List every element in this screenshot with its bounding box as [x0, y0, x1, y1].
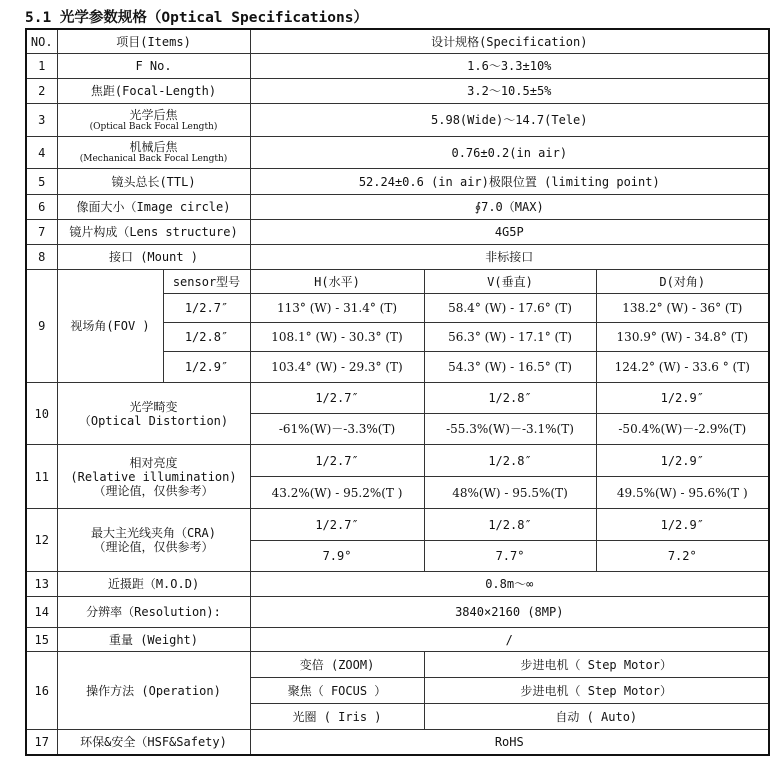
row-item: 近摄距（M.O.D)	[57, 572, 250, 597]
row-item-main: 光学畸变	[129, 399, 178, 414]
row-item: 重量 (Weight)	[57, 628, 250, 652]
row-no: 11	[26, 445, 57, 509]
row-item: F No.	[57, 54, 250, 79]
operation-key: 聚焦（ FOCUS ）	[250, 678, 424, 704]
fov-sensor: 1/2.8″	[163, 323, 250, 352]
row-item: 焦距(Focal-Length)	[57, 79, 250, 104]
row-item-sub: (Mechanical Back Focal Length)	[79, 154, 228, 164]
row-no: 16	[26, 652, 57, 730]
row-no: 13	[26, 572, 57, 597]
fov-sensor: 1/2.7″	[163, 294, 250, 323]
row-spec: 3.2～10.5±5%	[250, 79, 769, 104]
sensor-label: 1/2.7″	[250, 383, 424, 414]
value-cell: -61%(W)－-3.3%(T)	[250, 414, 424, 445]
row-item-note: （理论值，仅供参考）	[93, 483, 214, 498]
row-spec: ∮7.0（MAX)	[250, 195, 769, 220]
value-cell: 7.2°	[596, 541, 769, 572]
header-items: 项目(Items)	[57, 29, 250, 54]
row-item: 镜头总长(TTL)	[57, 169, 250, 195]
sensor-label: 1/2.7″	[250, 445, 424, 477]
row-item: 分辨率（Resolution):	[57, 597, 250, 628]
fov-head-d: D(对角)	[596, 270, 769, 294]
illumination-row	[26, 445, 769, 477]
fov-v: 56.3° (W) - 17.1° (T)	[424, 323, 596, 352]
fov-h: 113° (W) - 31.4° (T)	[250, 294, 424, 323]
row-spec: 5.98(Wide)～14.7(Tele)	[250, 104, 769, 137]
row-item: 操作方法 (Operation)	[57, 652, 250, 730]
table-row	[26, 572, 769, 597]
sensor-label: 1/2.8″	[424, 445, 596, 477]
row-no: 14	[26, 597, 57, 628]
row-no: 17	[26, 730, 57, 756]
operation-key: 光圈 ( Iris )	[250, 704, 424, 730]
row-spec: 非标接口	[250, 245, 769, 270]
row-spec: 1.6～3.3±10%	[250, 54, 769, 79]
row-no: 9	[26, 270, 57, 383]
row-item: 视场角(FOV )	[57, 270, 163, 383]
table-row	[26, 195, 769, 220]
sensor-label: 1/2.7″	[250, 509, 424, 541]
distortion-row	[26, 383, 769, 414]
row-item	[57, 137, 250, 169]
table-row	[26, 597, 769, 628]
row-no: 4	[26, 137, 57, 169]
operation-row	[26, 652, 769, 678]
row-spec: 0.76±0.2(in air)	[250, 137, 769, 169]
sensor-label: 1/2.9″	[596, 445, 769, 477]
table-row	[26, 730, 769, 756]
value-cell: 48%(W) - 95.5%(T)	[424, 477, 596, 509]
operation-value: 步进电机（ Step Motor）	[424, 678, 769, 704]
value-cell: 49.5%(W) - 95.6%(T )	[596, 477, 769, 509]
fov-h: 103.4° (W) - 29.3° (T)	[250, 352, 424, 383]
row-no: 5	[26, 169, 57, 195]
table-header-row	[26, 29, 769, 54]
header-spec: 设计规格(Specification)	[250, 29, 769, 54]
value-cell: 7.9°	[250, 541, 424, 572]
row-no: 3	[26, 104, 57, 137]
value-cell: 7.7°	[424, 541, 596, 572]
fov-head-h: H(水平)	[250, 270, 424, 294]
row-no: 6	[26, 195, 57, 220]
row-no: 15	[26, 628, 57, 652]
sensor-label: 1/2.9″	[596, 509, 769, 541]
cra-row	[26, 509, 769, 541]
row-item-sub: (Optical Back Focal Length)	[89, 121, 218, 132]
fov-d: 124.2° (W) - 33.6 ° (T)	[596, 352, 769, 383]
row-item: 接口 (Mount )	[57, 245, 250, 270]
row-spec: 52.24±0.6 (in air)极限位置 (limiting point)	[250, 169, 769, 195]
row-spec: 4G5P	[250, 220, 769, 245]
operation-key: 变倍 (ZOOM)	[250, 652, 424, 678]
value-cell: 43.2%(W) - 95.2%(T )	[250, 477, 424, 509]
fov-v: 58.4° (W) - 17.6° (T)	[424, 294, 596, 323]
row-item	[57, 383, 250, 445]
row-item	[57, 509, 250, 572]
row-item	[57, 445, 250, 509]
row-spec: 3840×2160 (8MP)	[250, 597, 769, 628]
table-row	[26, 628, 769, 652]
row-item: 像面大小（Image circle)	[57, 195, 250, 220]
table-row	[26, 54, 769, 79]
row-item	[57, 104, 250, 137]
row-item-note: （理论值，仅供参考）	[93, 540, 214, 554]
table-row	[26, 220, 769, 245]
fov-d: 130.9° (W) - 34.8° (T)	[596, 323, 769, 352]
fov-header-row	[26, 270, 769, 294]
operation-value: 步进电机（ Step Motor）	[424, 652, 769, 678]
row-spec: RoHS	[250, 730, 769, 756]
row-item-main: 最大主光线夹角（CRA)	[91, 526, 216, 540]
header-no: NO.	[26, 29, 57, 54]
table-row	[26, 137, 769, 169]
row-spec: 0.8m～∞	[250, 572, 769, 597]
sensor-label: 1/2.8″	[424, 383, 596, 414]
row-no: 7	[26, 220, 57, 245]
row-spec: /	[250, 628, 769, 652]
value-cell: -50.4%(W)－-2.9%(T)	[596, 414, 769, 445]
section-title: 5.1 光学参数规格（Optical Specifications）	[25, 10, 368, 26]
table-row	[26, 169, 769, 195]
fov-d: 138.2° (W) - 36° (T)	[596, 294, 769, 323]
fov-head-v: V(垂直)	[424, 270, 596, 294]
operation-value: 自动 ( Auto)	[424, 704, 769, 730]
table-row	[26, 104, 769, 137]
fov-sensor: 1/2.9″	[163, 352, 250, 383]
row-item-main: 相对亮度	[129, 455, 178, 470]
row-no: 1	[26, 54, 57, 79]
value-cell: -55.3%(W)－-3.1%(T)	[424, 414, 596, 445]
row-item: 环保&安全（HSF&Safety)	[57, 730, 250, 756]
row-item-main: 机械后焦	[129, 140, 178, 154]
fov-h: 108.1° (W) - 30.3° (T)	[250, 323, 424, 352]
sensor-label: 1/2.8″	[424, 509, 596, 541]
row-no: 2	[26, 79, 57, 104]
table-row	[26, 245, 769, 270]
row-item: 镜片构成（Lens structure)	[57, 220, 250, 245]
fov-head-sensor: sensor型号	[163, 270, 250, 294]
row-no: 8	[26, 245, 57, 270]
fov-v: 54.3° (W) - 16.5° (T)	[424, 352, 596, 383]
row-item-sub: (Relative illumination)	[70, 469, 237, 484]
row-item-sub: （Optical Distortion)	[78, 413, 229, 428]
optical-spec-table	[25, 28, 770, 756]
table-row	[26, 79, 769, 104]
row-no: 10	[26, 383, 57, 445]
row-no: 12	[26, 509, 57, 572]
sensor-label: 1/2.9″	[596, 383, 769, 414]
row-item-main: 光学后焦	[129, 107, 178, 122]
